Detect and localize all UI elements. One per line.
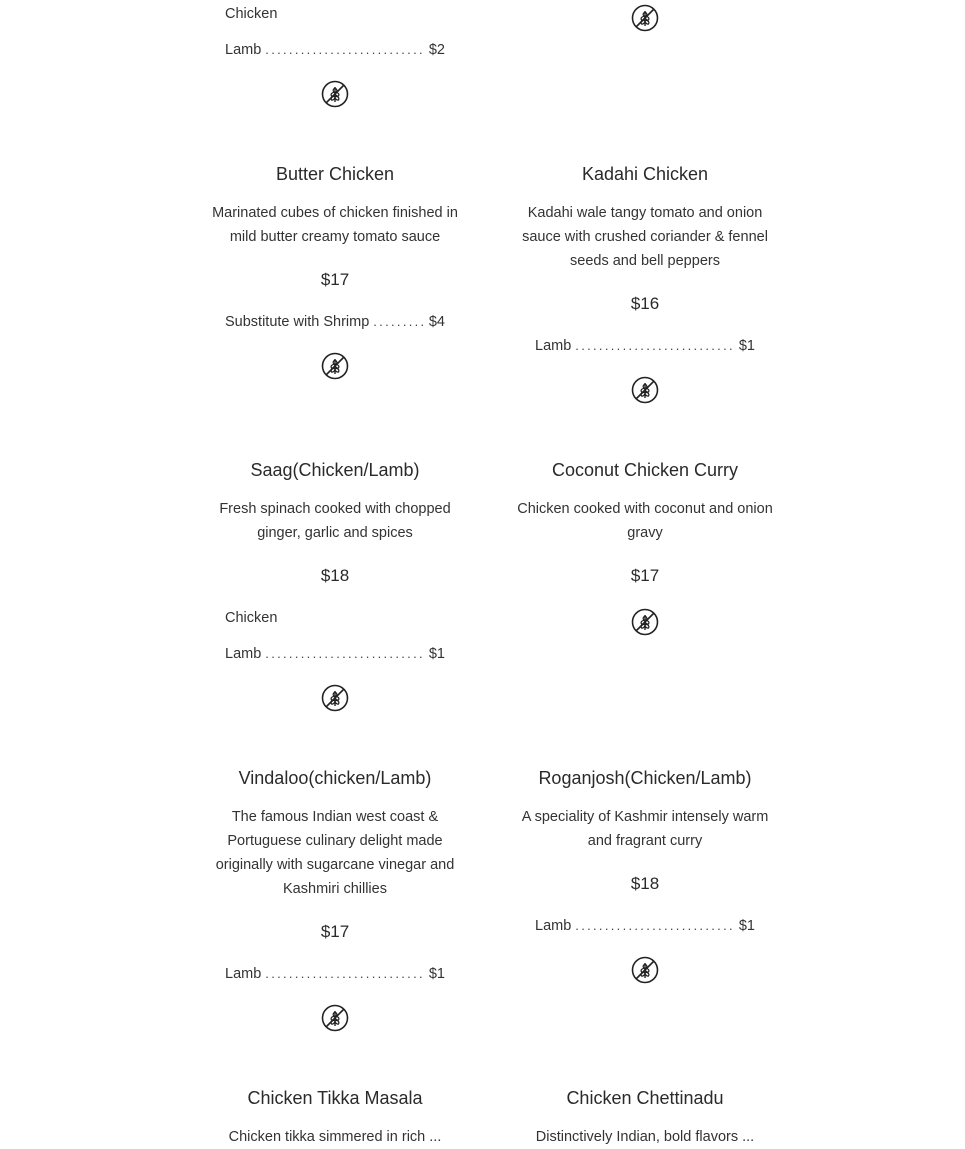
item-title: Butter Chicken xyxy=(275,164,395,184)
dot-leader xyxy=(373,314,425,329)
item-description: Kadahi wale tangy tomato and onion sauce with crushed coriander & fennel seeds and bell peppers xyxy=(522,205,768,269)
item-title: Chicken Chettinadu xyxy=(566,1088,724,1108)
item-description: Chicken cooked with coconut and onion gravy xyxy=(517,501,773,541)
option-row xyxy=(535,338,755,354)
item-price: $17 xyxy=(320,270,350,289)
gluten-free-icon xyxy=(631,376,659,404)
option-price: $4 xyxy=(428,314,445,330)
option-label: Lamb xyxy=(225,966,262,982)
item-description: Distinctively Indian, bold flavors ... xyxy=(535,1129,755,1145)
option-price: $1 xyxy=(428,966,445,982)
dot-leader xyxy=(575,338,735,353)
item-title: Saag(Chicken/Lamb) xyxy=(250,460,420,480)
item-price: $18 xyxy=(320,566,350,585)
option-row xyxy=(225,42,445,58)
item-description: Fresh spinach cooked with chopped ginger, garlic and spices xyxy=(219,501,451,541)
dot-leader xyxy=(575,918,735,933)
item-title: Chicken Tikka Masala xyxy=(247,1088,423,1108)
item-description: Chicken tikka simmered in rich ... xyxy=(228,1129,442,1145)
dot-leader xyxy=(265,966,425,981)
option-row xyxy=(225,966,445,982)
item-price: $17 xyxy=(320,922,350,941)
item-description: A speciality of Kashmir intensely warm and fragrant curry xyxy=(521,809,769,849)
gluten-free-icon xyxy=(321,352,349,380)
option-label: Chicken xyxy=(225,610,278,626)
item-description: Marinated cubes of chicken finished in mild butter creamy tomato sauce xyxy=(212,205,458,245)
option-label: Chicken xyxy=(225,6,278,22)
option-price: $1 xyxy=(428,646,445,662)
gluten-free-icon xyxy=(631,608,659,636)
option-label: Lamb xyxy=(535,338,572,354)
dot-leader xyxy=(265,42,425,57)
item-price: $16 xyxy=(630,294,660,313)
gluten-free-icon xyxy=(321,1004,349,1032)
item-price: $18 xyxy=(630,874,660,893)
item-title: Kadahi Chicken xyxy=(581,164,709,184)
item-title: Vindaloo(chicken/Lamb) xyxy=(238,768,432,788)
item-title: Roganjosh(Chicken/Lamb) xyxy=(538,768,752,788)
item-title: Coconut Chicken Curry xyxy=(551,460,739,480)
option-label: Lamb xyxy=(535,918,572,934)
option-row xyxy=(225,646,445,662)
option-price: $1 xyxy=(738,918,755,934)
option-label: Lamb xyxy=(225,42,262,58)
option-price: $2 xyxy=(428,42,445,58)
gluten-free-icon xyxy=(631,4,659,32)
option-price: $1 xyxy=(738,338,755,354)
option-row xyxy=(225,314,445,330)
option-label: Substitute with Shrimp xyxy=(225,314,370,330)
gluten-free-icon xyxy=(321,80,349,108)
gluten-free-icon xyxy=(321,684,349,712)
dot-leader xyxy=(265,646,425,661)
option-row xyxy=(535,918,755,934)
item-price: $17 xyxy=(630,566,660,585)
item-description: The famous Indian west coast & Portuguese culinary delight made originally with sugarcane vinegar and Kashmiri chillies xyxy=(215,809,455,897)
gluten-free-icon xyxy=(631,956,659,984)
option-label: Lamb xyxy=(225,646,262,662)
